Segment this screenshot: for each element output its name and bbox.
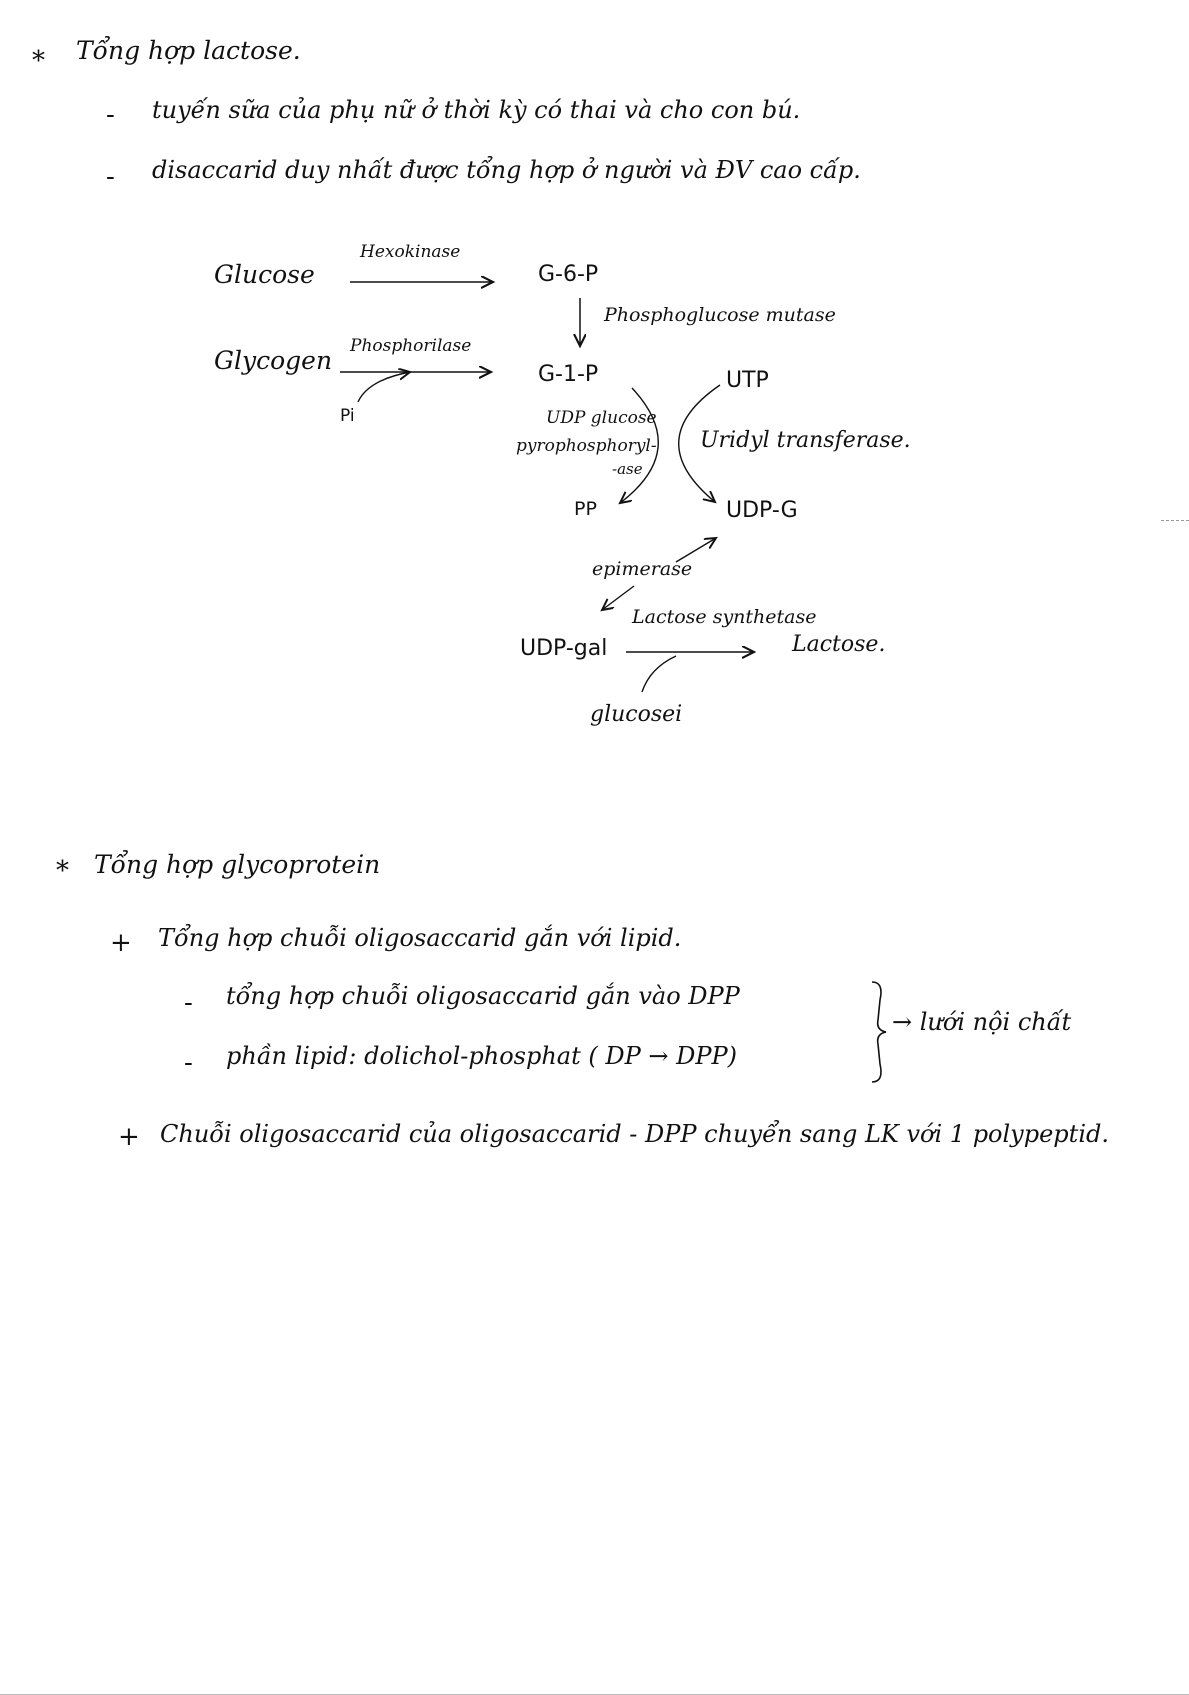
arrow-epimerase-down <box>602 586 634 610</box>
brace <box>872 982 886 1082</box>
brace-note: → lưới nội chất <box>892 1008 1072 1036</box>
section-title-glycoprotein: Tổng hợp glycoprotein <box>94 850 381 879</box>
enzyme-udp-glucose-pyrophosphorylase-3: -ase <box>612 460 643 478</box>
node-udp-g: UDP-G <box>726 498 798 523</box>
node-g6p: G-6-P <box>538 262 599 287</box>
section-title-lactose: Tổng hợp lactose. <box>76 36 301 65</box>
plus-marker: + <box>118 1122 140 1152</box>
glyco-sub-2: phần lipid: dolichol-phosphat ( DP → DPP) <box>226 1042 738 1070</box>
node-glucose: Glucose <box>214 260 315 289</box>
enzyme-uridyl-transferase: Uridyl transferase. <box>700 428 911 453</box>
dash-marker: - <box>106 162 115 192</box>
arrow-pi <box>358 372 410 402</box>
scan-edge-mark <box>1161 520 1189 531</box>
section-bullet: * <box>56 856 69 886</box>
dash-marker: - <box>184 1048 193 1078</box>
glyco-item-1: Tổng hợp chuỗi oligosaccarid gắn với lipid. <box>158 924 682 952</box>
glyco-item-2: Chuỗi oligosaccarid của oligosaccarid - DPP chuyển sang LK với 1 polypeptid. <box>160 1120 1109 1148</box>
lactose-line-1: tuyến sữa của phụ nữ ở thời kỳ có thai và cho con bú. <box>152 96 801 124</box>
node-glycogen: Glycogen <box>214 346 333 375</box>
enzyme-udp-glucose-pyrophosphorylase-2: pyrophosphoryl- <box>516 436 657 456</box>
enzyme-hexokinase: Hexokinase <box>360 242 461 262</box>
node-udp-gal: UDP-gal <box>520 636 608 661</box>
plus-marker: + <box>110 928 132 958</box>
node-lactose: Lactose. <box>792 632 886 657</box>
enzyme-udp-glucose-pyrophosphorylase-1: UDP glucose <box>546 408 657 428</box>
enzyme-epimerase: epimerase <box>592 558 693 580</box>
arrow-glucose-i <box>642 656 676 692</box>
dash-marker: - <box>184 988 193 1018</box>
scan-bottom-edge <box>0 1686 1189 1695</box>
enzyme-phosphorilase: Phosphorilase <box>350 336 472 356</box>
enzyme-phosphoglucose-mutase: Phosphoglucose mutase <box>604 304 836 326</box>
enzyme-lactose-synthetase: Lactose synthetase <box>632 606 817 628</box>
lactose-line-2: disaccarid duy nhất được tổng hợp ở người và ĐV cao cấp. <box>152 156 861 184</box>
glyco-sub-1: tổng hợp chuỗi oligosaccarid gắn vào DPP <box>226 982 740 1010</box>
node-glucose-i: glucosei <box>590 702 683 727</box>
node-utp: UTP <box>726 368 769 393</box>
node-g1p: G-1-P <box>538 362 599 387</box>
node-pi: Pi <box>340 406 355 426</box>
dash-marker: - <box>106 100 115 130</box>
node-pp: PP <box>574 498 597 520</box>
section-bullet: * <box>32 46 45 76</box>
